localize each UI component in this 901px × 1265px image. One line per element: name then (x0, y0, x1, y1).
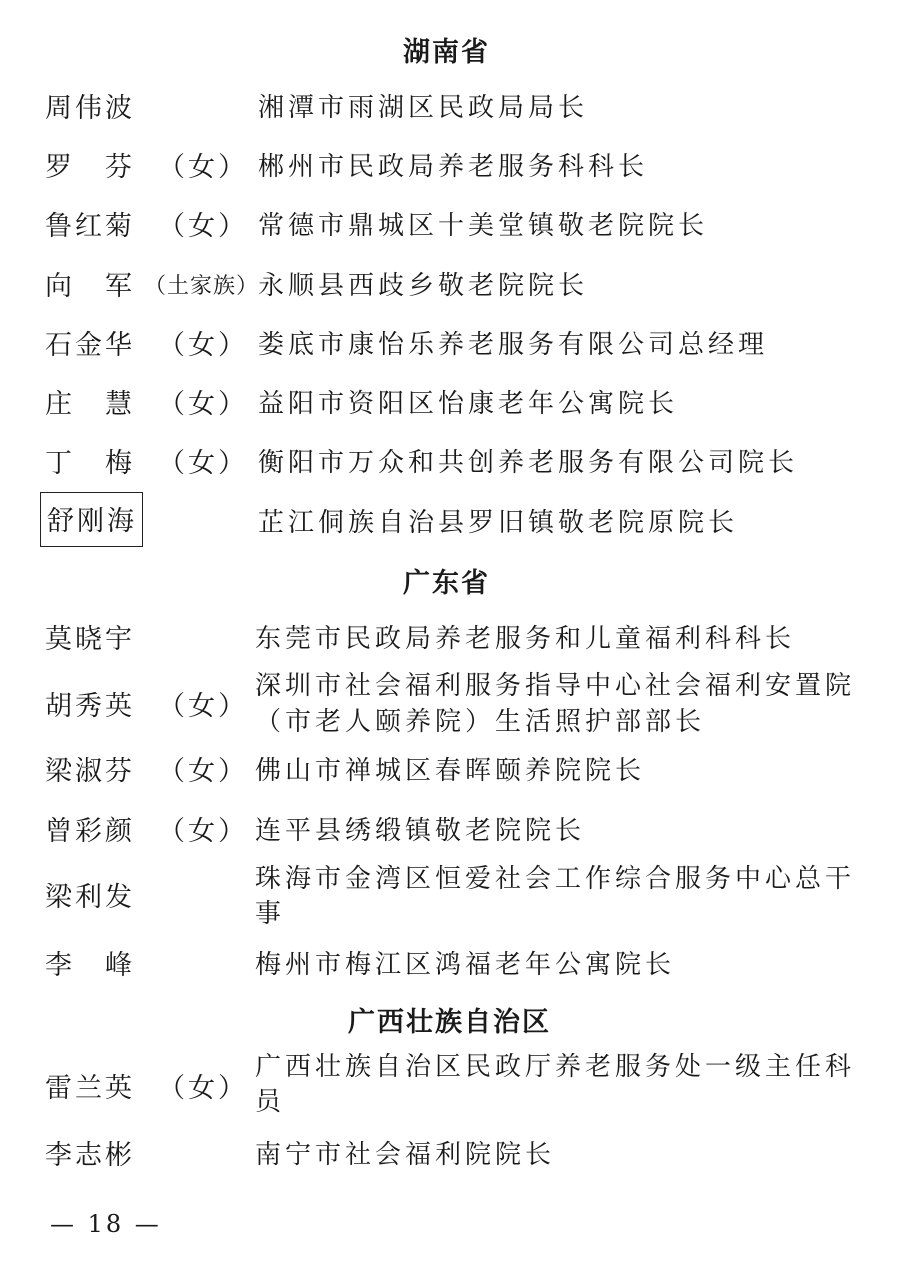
person-name: 雷兰英 (45, 1073, 135, 1104)
person-name: 周伟波 (45, 93, 135, 124)
person-suffix: （女） (158, 691, 248, 722)
person-title-line2: （市老人颐养院）生活照护部部长 (255, 707, 706, 737)
person-name: 丁 梅 (45, 448, 135, 479)
person-suffix: （女） (158, 330, 248, 361)
person-name: 石金华 (45, 330, 135, 361)
person-title: 常德市鼎城区十美堂镇敬老院院长 (258, 211, 709, 241)
person-name: 罗 芬 (45, 152, 135, 183)
person-name: 李志彬 (45, 1140, 135, 1171)
person-suffix: （女） (158, 756, 248, 787)
person-name: 向 军 (45, 271, 135, 302)
section-heading-guangxi: 广西壮族自治区 (348, 1007, 551, 1038)
person-name: 梁淑芬 (45, 756, 135, 787)
person-title: 衡阳市万众和共创养老服务有限公司院长 (258, 448, 799, 478)
person-suffix: （女） (158, 152, 248, 183)
person-suffix: （女） (158, 816, 248, 847)
person-suffix: （女） (158, 448, 248, 479)
person-name: 庄 慧 (45, 389, 135, 420)
person-title: 佛山市禅城区春晖颐养院院长 (255, 756, 646, 786)
person-title-line2: 员 (255, 1087, 286, 1117)
section-heading-guangdong: 广东省 (403, 568, 490, 599)
person-title-line2: 事 (255, 899, 286, 929)
person-title: 梅州市梅江区鸿福老年公寓院长 (255, 950, 676, 980)
person-suffix: （土家族） (144, 274, 260, 299)
person-title-line1: 广西壮族自治区民政厅养老服务处一级主任科 (255, 1052, 856, 1082)
person-title: 益阳市资阳区怡康老年公寓院长 (258, 389, 679, 419)
person-name: 鲁红菊 (45, 211, 135, 242)
page-number: — 18 — (50, 1210, 162, 1238)
person-suffix: （女） (158, 1073, 248, 1104)
person-suffix: （女） (158, 211, 248, 242)
person-title-line1: 深圳市社会福利服务指导中心社会福利安置院 (255, 671, 856, 701)
person-title: 东莞市民政局养老服务和儿童福利科科长 (255, 624, 796, 654)
section-heading-hunan: 湖南省 (403, 37, 490, 68)
person-title-line1: 珠海市金湾区恒爱社会工作综合服务中心总干 (255, 864, 856, 894)
person-suffix: （女） (158, 389, 248, 420)
person-name: 梁利发 (45, 882, 135, 913)
person-title: 湘潭市雨湖区民政局局长 (258, 93, 589, 123)
person-name: 李 峰 (45, 950, 135, 981)
person-title: 郴州市民政局养老服务科科长 (258, 152, 649, 182)
person-name: 莫晓宇 (45, 624, 135, 655)
person-title: 连平县绣缎镇敬老院院长 (255, 816, 586, 846)
person-title: 永顺县西歧乡敬老院院长 (258, 271, 589, 301)
person-name-boxed: 舒刚海 (40, 492, 143, 547)
person-title: 芷江侗族自治县罗旧镇敬老院原院长 (258, 508, 739, 538)
person-title: 娄底市康怡乐养老服务有限公司总经理 (258, 330, 769, 360)
person-name: 曾彩颜 (45, 816, 135, 847)
person-name: 胡秀英 (45, 691, 135, 722)
person-title: 南宁市社会福利院院长 (255, 1140, 556, 1170)
